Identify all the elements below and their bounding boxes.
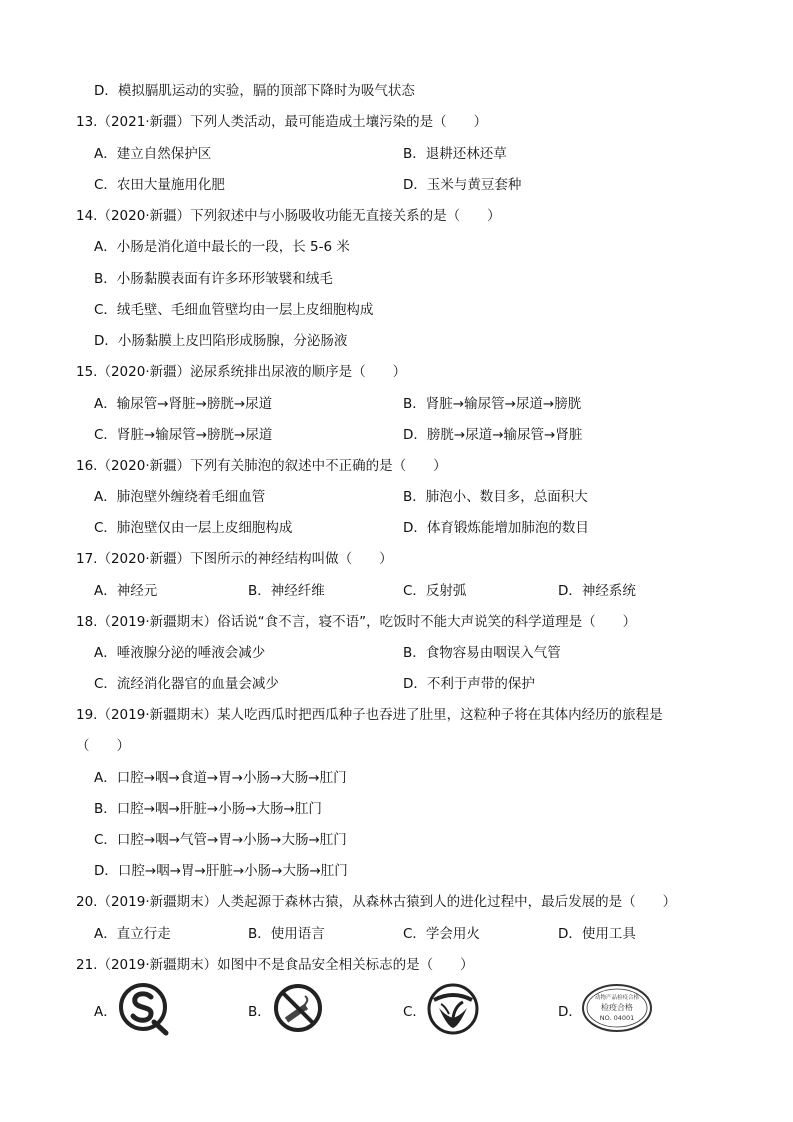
option-d-q17: D．神经系统 xyxy=(558,583,636,599)
option-d-q13: D．玉米与黄豆套种 xyxy=(403,177,522,193)
option-c-q18: C．流经消化器官的血量会减少 xyxy=(94,676,279,692)
option-b-q17: B．神经纤维 xyxy=(248,583,325,599)
option-b-q21: B． xyxy=(248,1004,271,1020)
no-smoking-icon xyxy=(272,982,324,1034)
option-b-q19: B．口腔→咽→肝脏→小肠→大肠→肛门 xyxy=(94,801,322,817)
question-14: 14.（2020·新疆）下列叙述中与小肠吸收功能无直接关系的是（ ） xyxy=(76,208,501,224)
question-18: 18.（2019·新疆期末）俗话说“食不言，寝不语”，吃饭时不能大声说笑的科学道理是（ ） xyxy=(76,614,637,630)
option-a-q19: A．口腔→咽→食道→胃→小肠→大肠→肛门 xyxy=(94,770,347,786)
option-a-q13: A．建立自然保护区 xyxy=(94,146,212,162)
option-d-q14: D．小肠黏膜上皮凹陷形成肠腺，分泌肠液 xyxy=(94,333,348,349)
question-16: 16.（2020·新疆）下列有关肺泡的叙述中不正确的是（ ） xyxy=(76,458,447,474)
option-c-q13: C．农田大量施用化肥 xyxy=(94,177,225,193)
option-d-q16: D．体育锻炼能增加肺泡的数目 xyxy=(403,520,589,536)
option-c-q20: C．学会用火 xyxy=(403,926,480,942)
stamp-line-3: NO. 04001 xyxy=(599,1014,635,1022)
question-19: 19.（2019·新疆期末）某人吃西瓜时把西瓜种子也吞进了肚里，这粒种子将在其体内经历的旅程是 xyxy=(76,707,663,723)
option-d-q15: D．膀胱→尿道→输尿管→肾脏 xyxy=(403,427,583,443)
option-a-q18: A．唾液腺分泌的唾液会减少 xyxy=(94,645,266,661)
question-20: 20.（2019·新疆期末）人类起源于森林古猿，从森林古猿到人的进化过程中，最后发展的是（ ） xyxy=(76,894,677,910)
option-a-q17: A．神经元 xyxy=(94,583,158,599)
option-b-q18: B．食物容易由咽误入气管 xyxy=(403,645,561,661)
qs-logo-icon xyxy=(118,982,170,1036)
option-c-q17: C．反射弧 xyxy=(403,583,467,599)
option-b-q14: B．小肠黏膜表面有许多环形皱襞和绒毛 xyxy=(94,271,333,287)
question-13: 13.（2021·新疆）下列人类活动，最可能造成土壤污染的是（ ） xyxy=(76,114,488,130)
question-21: 21.（2019·新疆期末）如图中不是食品安全相关标志的是（ ） xyxy=(76,957,474,973)
option-b-q13: B．退耕还林还草 xyxy=(403,146,507,162)
option-c-q15: C．肾脏→输尿管→膀胱→尿道 xyxy=(94,427,273,443)
option-c-q19: C．口腔→咽→气管→胃→小肠→大肠→肛门 xyxy=(94,832,347,848)
stamp-line-2: 检疫合格 xyxy=(601,1003,633,1012)
option-a-q16: A．肺泡壁外缠绕着毛细血管 xyxy=(94,489,266,505)
green-food-icon xyxy=(425,982,481,1036)
option-a-q14: A．小肠是消化道中最长的一段，长 5-6 米 xyxy=(94,239,350,255)
option-c-q14: C．绒毛壁、毛细血管壁均由一层上皮细胞构成 xyxy=(94,302,374,318)
question-17: 17.（2020·新疆）下图所示的神经结构叫做（ ） xyxy=(76,551,393,567)
option-d-q12: D．模拟膈肌运动的实验，膈的顶部下降时为吸气状态 xyxy=(94,83,415,99)
stamp-line-1: 动物产品检疫合格 xyxy=(594,995,640,1001)
option-c-q16: C．肺泡壁仅由一层上皮细胞构成 xyxy=(94,520,293,536)
option-a-q20: A．直立行走 xyxy=(94,926,171,942)
option-b-q16: B．肺泡小、数目多，总面积大 xyxy=(403,489,588,505)
option-d-q21: D． xyxy=(558,1004,582,1020)
question-15: 15.（2020·新疆）泌尿系统排出尿液的顺序是（ ） xyxy=(76,364,407,380)
option-a-q15: A．输尿管→肾脏→膀胱→尿道 xyxy=(94,396,273,412)
option-b-q20: B．使用语言 xyxy=(248,926,325,942)
option-b-q15: B．肾脏→输尿管→尿道→膀胱 xyxy=(403,396,582,412)
question-19-bracket: （ ） xyxy=(76,738,130,754)
option-a-q21: A． xyxy=(94,1004,117,1020)
option-c-q21: C． xyxy=(403,1004,426,1020)
option-d-q18: D．不利于声带的保护 xyxy=(403,676,535,692)
option-d-q19: D．口腔→咽→胃→肝脏→小肠→大肠→肛门 xyxy=(94,863,348,879)
quarantine-stamp-icon xyxy=(580,982,654,1034)
option-d-q20: D．使用工具 xyxy=(558,926,636,942)
